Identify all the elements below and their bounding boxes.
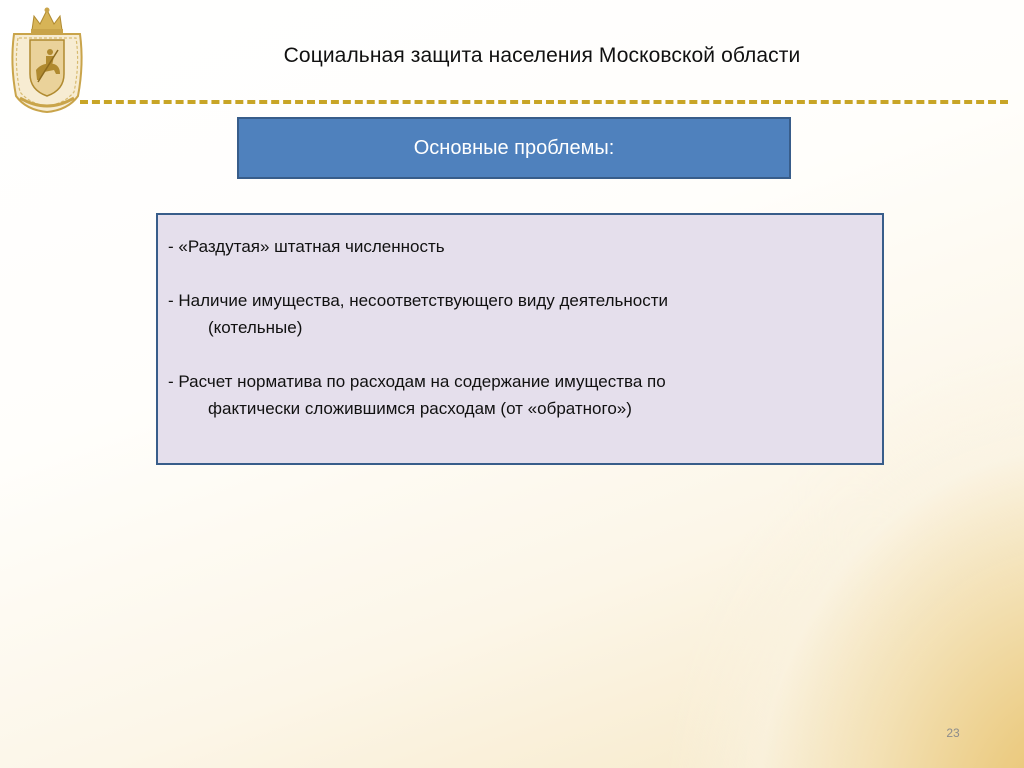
problem-text: - Наличие имущества, несоответствующего виду деятельности: [168, 291, 668, 310]
problems-list-box: [156, 213, 884, 465]
problem-text-continuation: фактически сложившимся расходам (от «обратного»): [208, 399, 632, 418]
section-header-box: [237, 117, 791, 179]
section-header-text: Основные проблемы:: [413, 136, 615, 159]
problem-item: [168, 233, 870, 260]
slide-title: Социальная защита населения Московской области: [283, 44, 801, 67]
problem-item: [168, 287, 870, 341]
problem-text: - «Раздутая» штатная численность: [168, 237, 445, 256]
problem-text: - Расчет норматива по расходам на содержание имущества по: [168, 372, 666, 391]
problem-item: [168, 368, 870, 422]
page-number: 23: [946, 726, 960, 740]
title-divider: [80, 100, 1008, 104]
problem-text-continuation: (котельные): [208, 318, 303, 337]
